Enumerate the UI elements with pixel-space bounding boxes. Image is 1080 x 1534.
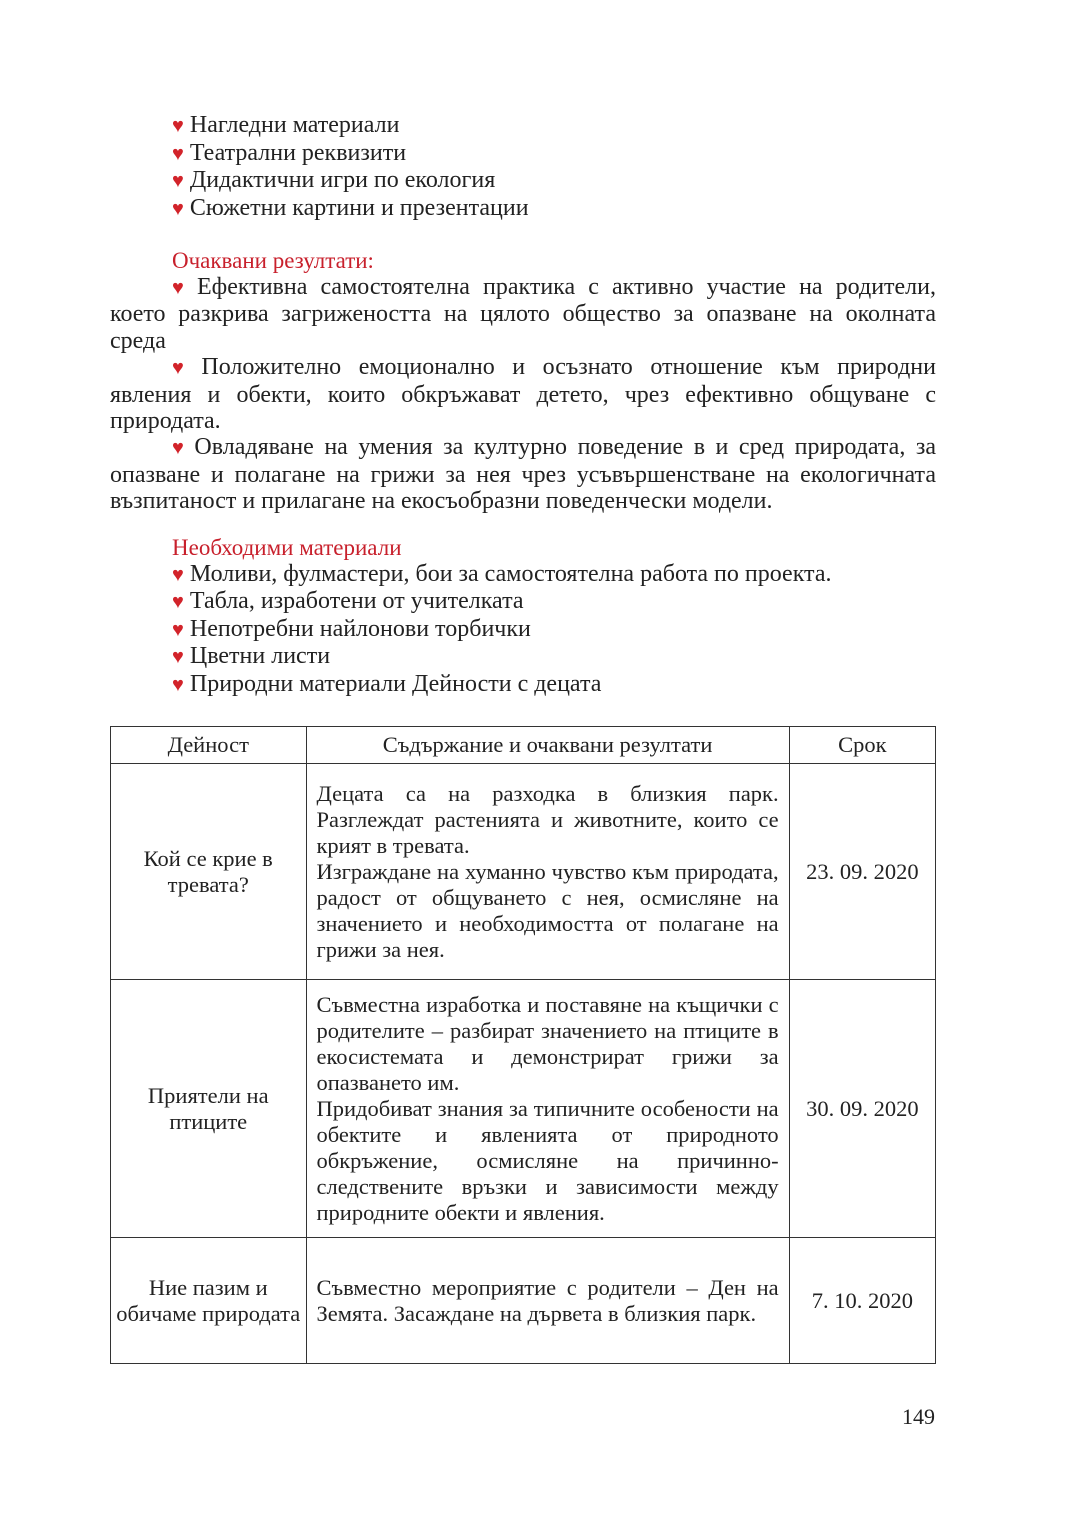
table-row (111, 1238, 936, 1364)
date-cell: 7. 10. 2020 (789, 1238, 935, 1364)
list-item: ♥ Театрални реквизити (172, 139, 407, 166)
activity-cell: Кой се крие в тревата? (111, 764, 307, 980)
expected-result-paragraph: ♥ Положително емоционално и осъзнато отношение към природни явления и обекти, които обкръжават детето, чрез ефективно общуване с природата. (110, 354, 936, 435)
expected-result-paragraph: ♥ Овладяване на умения за културно поведение в и сред природата, за опазване и полагане на грижи за нея чрез усъвършенстване на екологичната възпитаност и прилагане на екосъобразни поведенчески модели. (110, 434, 936, 515)
content-cell: Съвместно мероприятие с родители – Ден на Земята. Засаждане на дървета в близкия парк. (306, 1238, 789, 1364)
column-header-deadline: Срок (789, 727, 935, 764)
materials-list (110, 561, 936, 699)
heart-bullet-icon: ♥ (172, 115, 184, 137)
column-header-content: Съдържание и очаквани резултати (306, 727, 789, 764)
heart-bullet-icon: ♥ (172, 673, 184, 696)
heart-bullet-icon: ♥ (172, 170, 184, 192)
expected-results-heading: Очаквани резултати: (172, 248, 374, 273)
heart-bullet-icon: ♥ (172, 197, 184, 220)
table-row (111, 764, 936, 980)
heart-bullet-icon: ♥ (172, 618, 184, 641)
heart-bullet-icon: ♥ (172, 591, 184, 614)
heart-bullet-icon: ♥ (172, 646, 184, 669)
list-item: ♥ Сюжетни картини и презентации (172, 194, 529, 221)
content-cell: Съвместна изработка и поставяне на къщички с родителите – разбират значението на птиците в екосистемата и демонстрират грижи за опазването им. Придобиват знания за типичните особености на обектите и явленията от природното обкръжение, осмисляне на причинно-следствените връзки и зависимости между природните обекти и явления. (306, 980, 789, 1238)
page-number: 149 (902, 1404, 935, 1429)
materials-heading: Необходими материали (172, 534, 402, 560)
document-page (110, 112, 936, 1364)
list-item: ♥ Нагледни материали (172, 112, 400, 138)
heart-bullet-icon: ♥ (172, 142, 184, 165)
heart-bullet-icon: ♥ (172, 563, 184, 586)
heart-bullet-icon: ♥ (172, 437, 189, 460)
content-cell: Децата са на разходка в близкия парк. Разглеждат растенията и животните, които се крият в тревата. Изграждане на хуманно чувство към природата, радост от общуването с нея, осмисляне на значението и необходимостта от полагане на грижи за нея. (306, 764, 789, 980)
list-item: ♥ Дидактични игри по екология (172, 167, 496, 193)
activity-cell: Ние пазим и обичаме природата (111, 1238, 307, 1364)
list-item: ♥ Непотребни найлонови торбички (172, 615, 531, 642)
list-item: ♥ Табла, изработени от учителката (172, 588, 524, 615)
date-cell: 23. 09. 2020 (789, 764, 935, 980)
activity-cell: Приятели на птиците (111, 980, 307, 1238)
heart-bullet-icon: ♥ (172, 277, 191, 299)
teaching-aids-list (110, 112, 936, 222)
date-cell: 30. 09. 2020 (789, 980, 935, 1238)
activities-table (110, 726, 936, 1364)
list-item: ♥ Цветни листи (172, 643, 331, 670)
column-header-activity: Дейност (111, 727, 307, 764)
expected-result-paragraph: ♥ Ефективна самостоятелна практика с активно участие на родители, което разкрива загрижеността на цялото общество за опазване на околната среда (110, 274, 937, 354)
table-row (111, 980, 936, 1238)
table-header-row (111, 727, 936, 764)
heart-bullet-icon: ♥ (172, 357, 196, 380)
list-item: ♥ Природни материали Дейности с децата (172, 670, 602, 697)
list-item: ♥ Моливи, фулмастери, бои за самостоятелна работа по проекта. (172, 560, 832, 587)
